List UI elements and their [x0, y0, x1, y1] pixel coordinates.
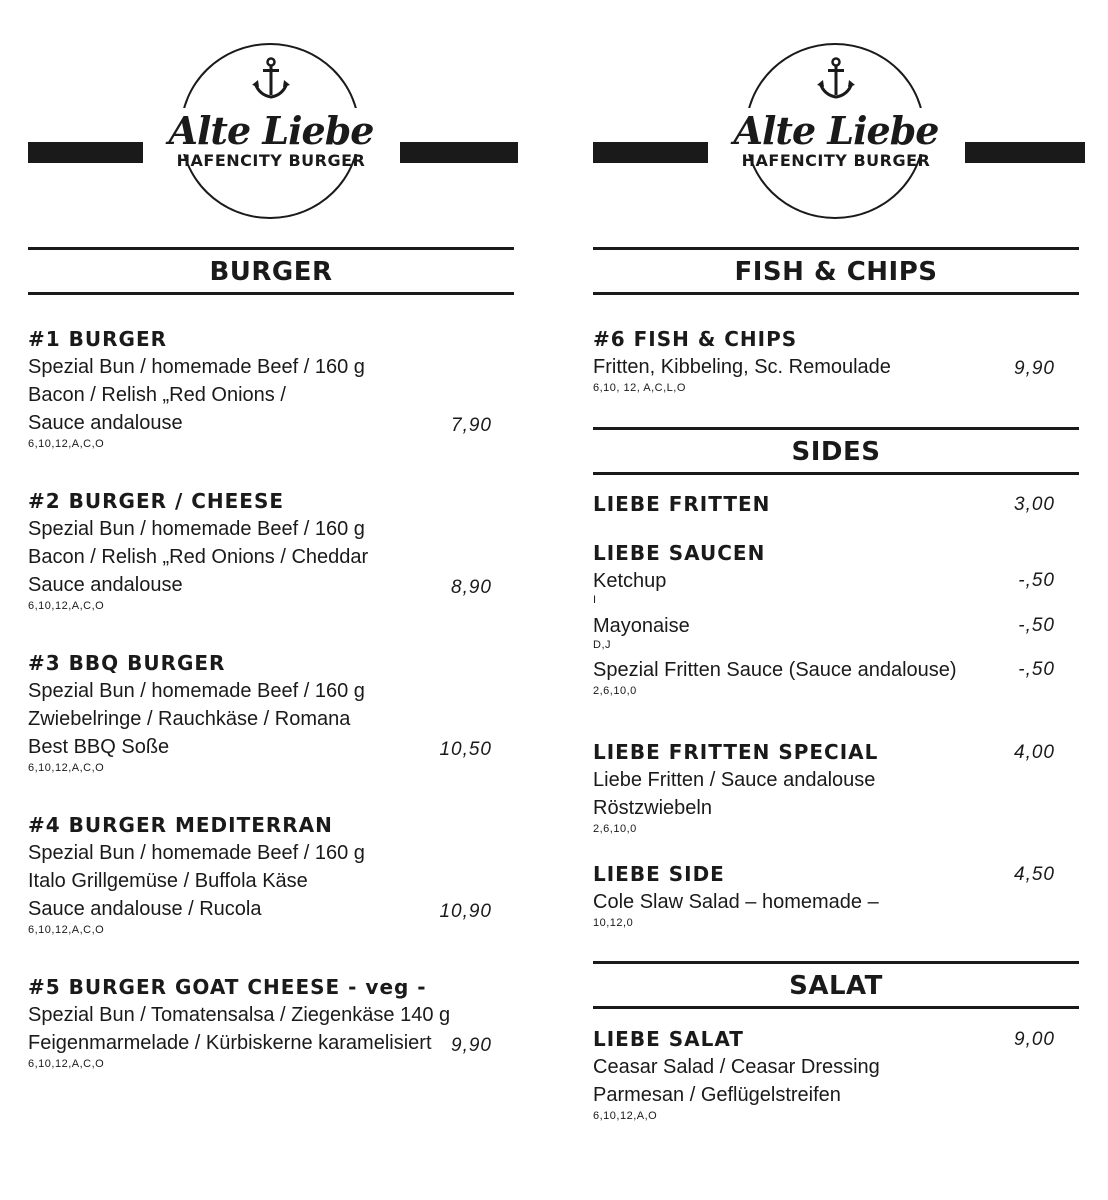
item-allergens: 6,10,12,A,C,O [28, 924, 105, 936]
item-name: LIEBE FRITTEN [593, 492, 771, 516]
item-description-line: Bacon / Relish „Red Onions / [28, 384, 286, 406]
sauce-price: -,50 [1018, 615, 1055, 636]
sauce-option [593, 567, 1071, 605]
anchor-icon [251, 57, 291, 101]
menu-item [593, 738, 1071, 836]
item-name: #4 BURGER MEDITERRAN [28, 813, 333, 837]
item-name: #3 BBQ BURGER [28, 651, 226, 675]
menu-item [28, 325, 506, 451]
logo-bar-left [28, 142, 143, 163]
item-allergens: 2,6,10,0 [593, 823, 637, 835]
item-allergens: 6,10, 12, A,C,L,O [593, 382, 686, 394]
item-price: 10,50 [439, 739, 492, 760]
menu-item [28, 973, 506, 1071]
sauce-allergens: 2,6,10,0 [593, 685, 637, 697]
item-allergens: 10,12,0 [593, 917, 634, 929]
section-title-salat: SALAT [593, 961, 1079, 1009]
item-price: 8,90 [451, 577, 492, 598]
item-allergens: 6,10,12,A,O [593, 1110, 658, 1122]
item-description-line: Bacon / Relish „Red Onions / Cheddar [28, 546, 369, 568]
item-description-line: Sauce andalouse [28, 574, 183, 596]
sauce-label: Spezial Fritten Sauce (Sauce andalouse) [593, 659, 957, 681]
item-description-line: Röstzwiebeln [593, 797, 712, 819]
menu-item [28, 487, 506, 613]
item-name: #5 BURGER GOAT CHEESE - veg - [28, 975, 427, 999]
item-price: 3,00 [1014, 494, 1055, 515]
section-title-burger: BURGER [28, 247, 514, 295]
logo-brand-name: Alte Liebe [716, 108, 956, 154]
item-name: LIEBE SIDE [593, 862, 725, 886]
logo [593, 0, 1085, 225]
item-allergens: 6,10,12,A,C,O [28, 600, 105, 612]
menu-item [593, 1025, 1071, 1123]
sauce-price: -,50 [1018, 570, 1055, 591]
item-description-line: Spezial Bun / Tomatensalsa / Ziegenkäse 140 g [28, 1004, 451, 1026]
item-name: LIEBE SAUCEN [593, 541, 766, 565]
menu-item [593, 860, 1071, 930]
item-allergens: 6,10,12,A,C,O [28, 1058, 105, 1070]
logo-bar-right [400, 142, 518, 163]
item-description-line: Parmesan / Geflügelstreifen [593, 1084, 841, 1106]
item-description-line: Liebe Fritten / Sauce andalouse [593, 769, 876, 791]
menu-item [593, 325, 1071, 395]
item-name: #2 BURGER / CHEESE [28, 489, 285, 513]
item-price: 4,50 [1014, 864, 1055, 885]
item-description-line: Ceasar Salad / Ceasar Dressing [593, 1056, 880, 1078]
item-price: 10,90 [439, 901, 492, 922]
logo-subtitle: HAFENCITY BURGER [176, 151, 366, 170]
menu-item [593, 490, 1071, 518]
item-name: #1 BURGER [28, 327, 167, 351]
anchor-icon [816, 57, 856, 101]
section-title-sides: SIDES [593, 427, 1079, 475]
sauce-label: Ketchup [593, 570, 667, 592]
item-name: LIEBE FRITTEN SPECIAL [593, 740, 879, 764]
menu-item [593, 539, 1071, 698]
logo-bar-right [965, 142, 1085, 163]
sauce-price: -,50 [1018, 659, 1055, 680]
sauce-allergens: I [593, 594, 597, 606]
logo-subtitle: HAFENCITY BURGER [741, 151, 931, 170]
logo-bar-left [593, 142, 708, 163]
item-description-line: Sauce andalouse [28, 412, 183, 434]
item-description-line: Spezial Bun / homemade Beef / 160 g [28, 356, 365, 378]
item-description-line: Spezial Bun / homemade Beef / 160 g [28, 518, 365, 540]
menu-item [28, 811, 506, 937]
item-price: 4,00 [1014, 742, 1055, 763]
item-allergens: 6,10,12,A,C,O [28, 762, 105, 774]
item-name: #6 FISH & CHIPS [593, 327, 798, 351]
sauce-label: Mayonaise [593, 615, 690, 637]
item-price: 9,00 [1014, 1029, 1055, 1050]
item-description-line: Feigenmarmelade / Kürbiskerne karamelisiert [28, 1032, 432, 1054]
item-description-line: Spezial Bun / homemade Beef / 160 g [28, 842, 365, 864]
item-description-line: Spezial Bun / homemade Beef / 160 g [28, 680, 365, 702]
item-name: LIEBE SALAT [593, 1027, 744, 1051]
sauce-option [593, 656, 1071, 698]
sauce-option [593, 612, 1071, 650]
item-description-line: Best BBQ Soße [28, 736, 170, 758]
item-description-line: Italo Grillgemüse / Buffola Käse [28, 870, 308, 892]
item-description-line: Fritten, Kibbeling, Sc. Remoulade [593, 356, 891, 378]
item-description-line: Sauce andalouse / Rucola [28, 898, 262, 920]
logo [28, 0, 518, 225]
item-description-line: Zwiebelringe / Rauchkäse / Romana [28, 708, 351, 730]
section-title-fish-chips: FISH & CHIPS [593, 247, 1079, 295]
sauce-allergens: D,J [593, 639, 611, 651]
item-price: 9,90 [1014, 358, 1055, 379]
item-description-line: Cole Slaw Salad – homemade – [593, 891, 879, 913]
item-price: 7,90 [451, 415, 492, 436]
logo-brand-name: Alte Liebe [151, 108, 391, 154]
menu-item [28, 649, 506, 775]
item-allergens: 6,10,12,A,C,O [28, 438, 105, 450]
item-price: 9,90 [451, 1035, 492, 1056]
